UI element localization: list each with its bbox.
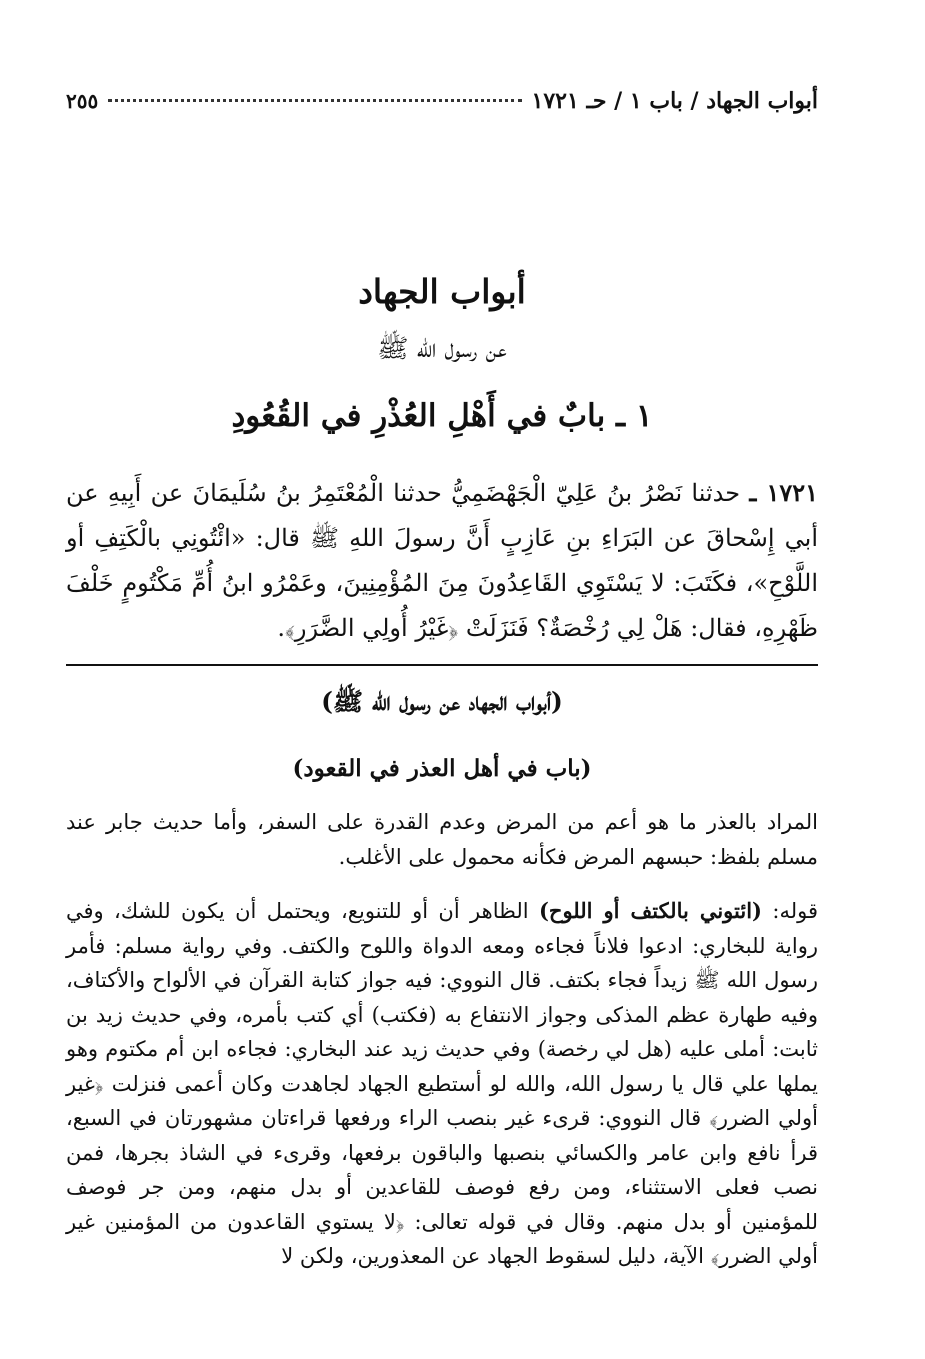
commentary-paragraph (66, 894, 818, 1274)
paragraph-body: الظاهر أن أو للتنويع، ويحتمل أن يكون للشك، وفي رواية للبخاري: ادعوا فلاناً فجاءه ومعه الدواة واللوح والكتف. وفي رواية مسلم: فأمر رسول الله ﷺ زيداً فجاء بكتف. قال النووي: فيه جواز كتابة القرآن في الألواح والأكتاف، وفيه طهارة عظم المذكى وجواز الانتفاع به (فكتب) أي كتب بأمره، وفي حديث زيد بن ثابت: أملى عليه (هل لي رخصة) وفي حديث زيد عند البخاري: فجاءه ابن أم مكتوم وهو يملها علي قال يا رسول الله، والله لو أستطيع الجهاد لجاهدت وكان أعمى فنزلت ﴿غير أولي الضرر﴾ قال النووي: قرىء غير بنصب الراء ورفعها قراءتان مشهورتان في السبع، قرأ نافع وابن عامر والكسائي بنصبها والباقون برفعها، وقرىء في الشاذ بجرها، فمن نصب فعلى الاستثناء، ومن رفع فوصف للقاعدين أو بدل منهم، ومن جر فوصف للمؤمنين أو بدل منهم. وقال في قوله تعالى: ﴿لا يستوي القاعدون من المؤمنين غير أولي الضرر﴾ الآية، دليل لسقوط الجهاد عن المعذورين، ولكن لا (66, 899, 818, 1268)
section-subtitle: عن رسول الله ﷺ (377, 334, 507, 364)
page-number: ٢٥٥ (66, 89, 99, 113)
hadith-number: ١٧٢١ ـ (749, 478, 819, 507)
hadith-text: حدثنا نَصْرُ بنُ عَلِيّ الْجَهْضَمِيُّ حدثنا الْمُعْتَمِرُ بنُ سُلَيمَانَ عن أَبِيهِ عن أبي إِسْحاقَ عن البَرَاءِ بنِ عَازِبٍ أَنَّ رسولَ اللهِ ﷺ قال: «ائْتُونِي بالْكَتِفِ أو اللَّوْحِ»، فكَتَبَ: لا يَسْتَوِي القَاعِدُونَ مِنَ المُؤْمِنِينَ، وعَمْرُو ابنُ أُمِّ مَكْتُومٍ خَلْفَ ظَهْرِهِ، فقال: هَلْ لِي رُخْصَةٌ؟ فَنَزَلَتْ ﴿غَيْرُ أُولِي الضَّرَرِ﴾. (66, 479, 818, 642)
running-header-title: أبواب الجهاد / باب ١ / حـ ١٧٢١ (531, 88, 818, 114)
chapter-title: ١ ـ بابٌ في أَهْلِ العُذْرِ في القُعُودِ (231, 398, 653, 434)
section-title: أبواب الجهاد (358, 272, 526, 311)
commentary-paragraph: المراد بالعذر ما هو أعم من المرض وعدم القدرة على السفر، وأما حديث جابر عند مسلم بلفظ: حبسهم المرض فكأنه محمول على الأغلب. (66, 810, 819, 869)
book-page (66, 60, 818, 1330)
leader-dots (108, 99, 521, 102)
hadith-text-block (66, 470, 818, 651)
section-divider (66, 664, 818, 666)
commentary-heading: (أبواب الجهاد عن رسول الله ﷺ) (321, 687, 563, 716)
quoted-phrase: (ائتوني بالكتف أو اللوح) (538, 898, 762, 923)
commentary-subheading: (باب في أهل العذر في القعود) (292, 755, 592, 782)
paragraph-lead: قوله: (772, 899, 818, 923)
running-header (66, 88, 818, 120)
